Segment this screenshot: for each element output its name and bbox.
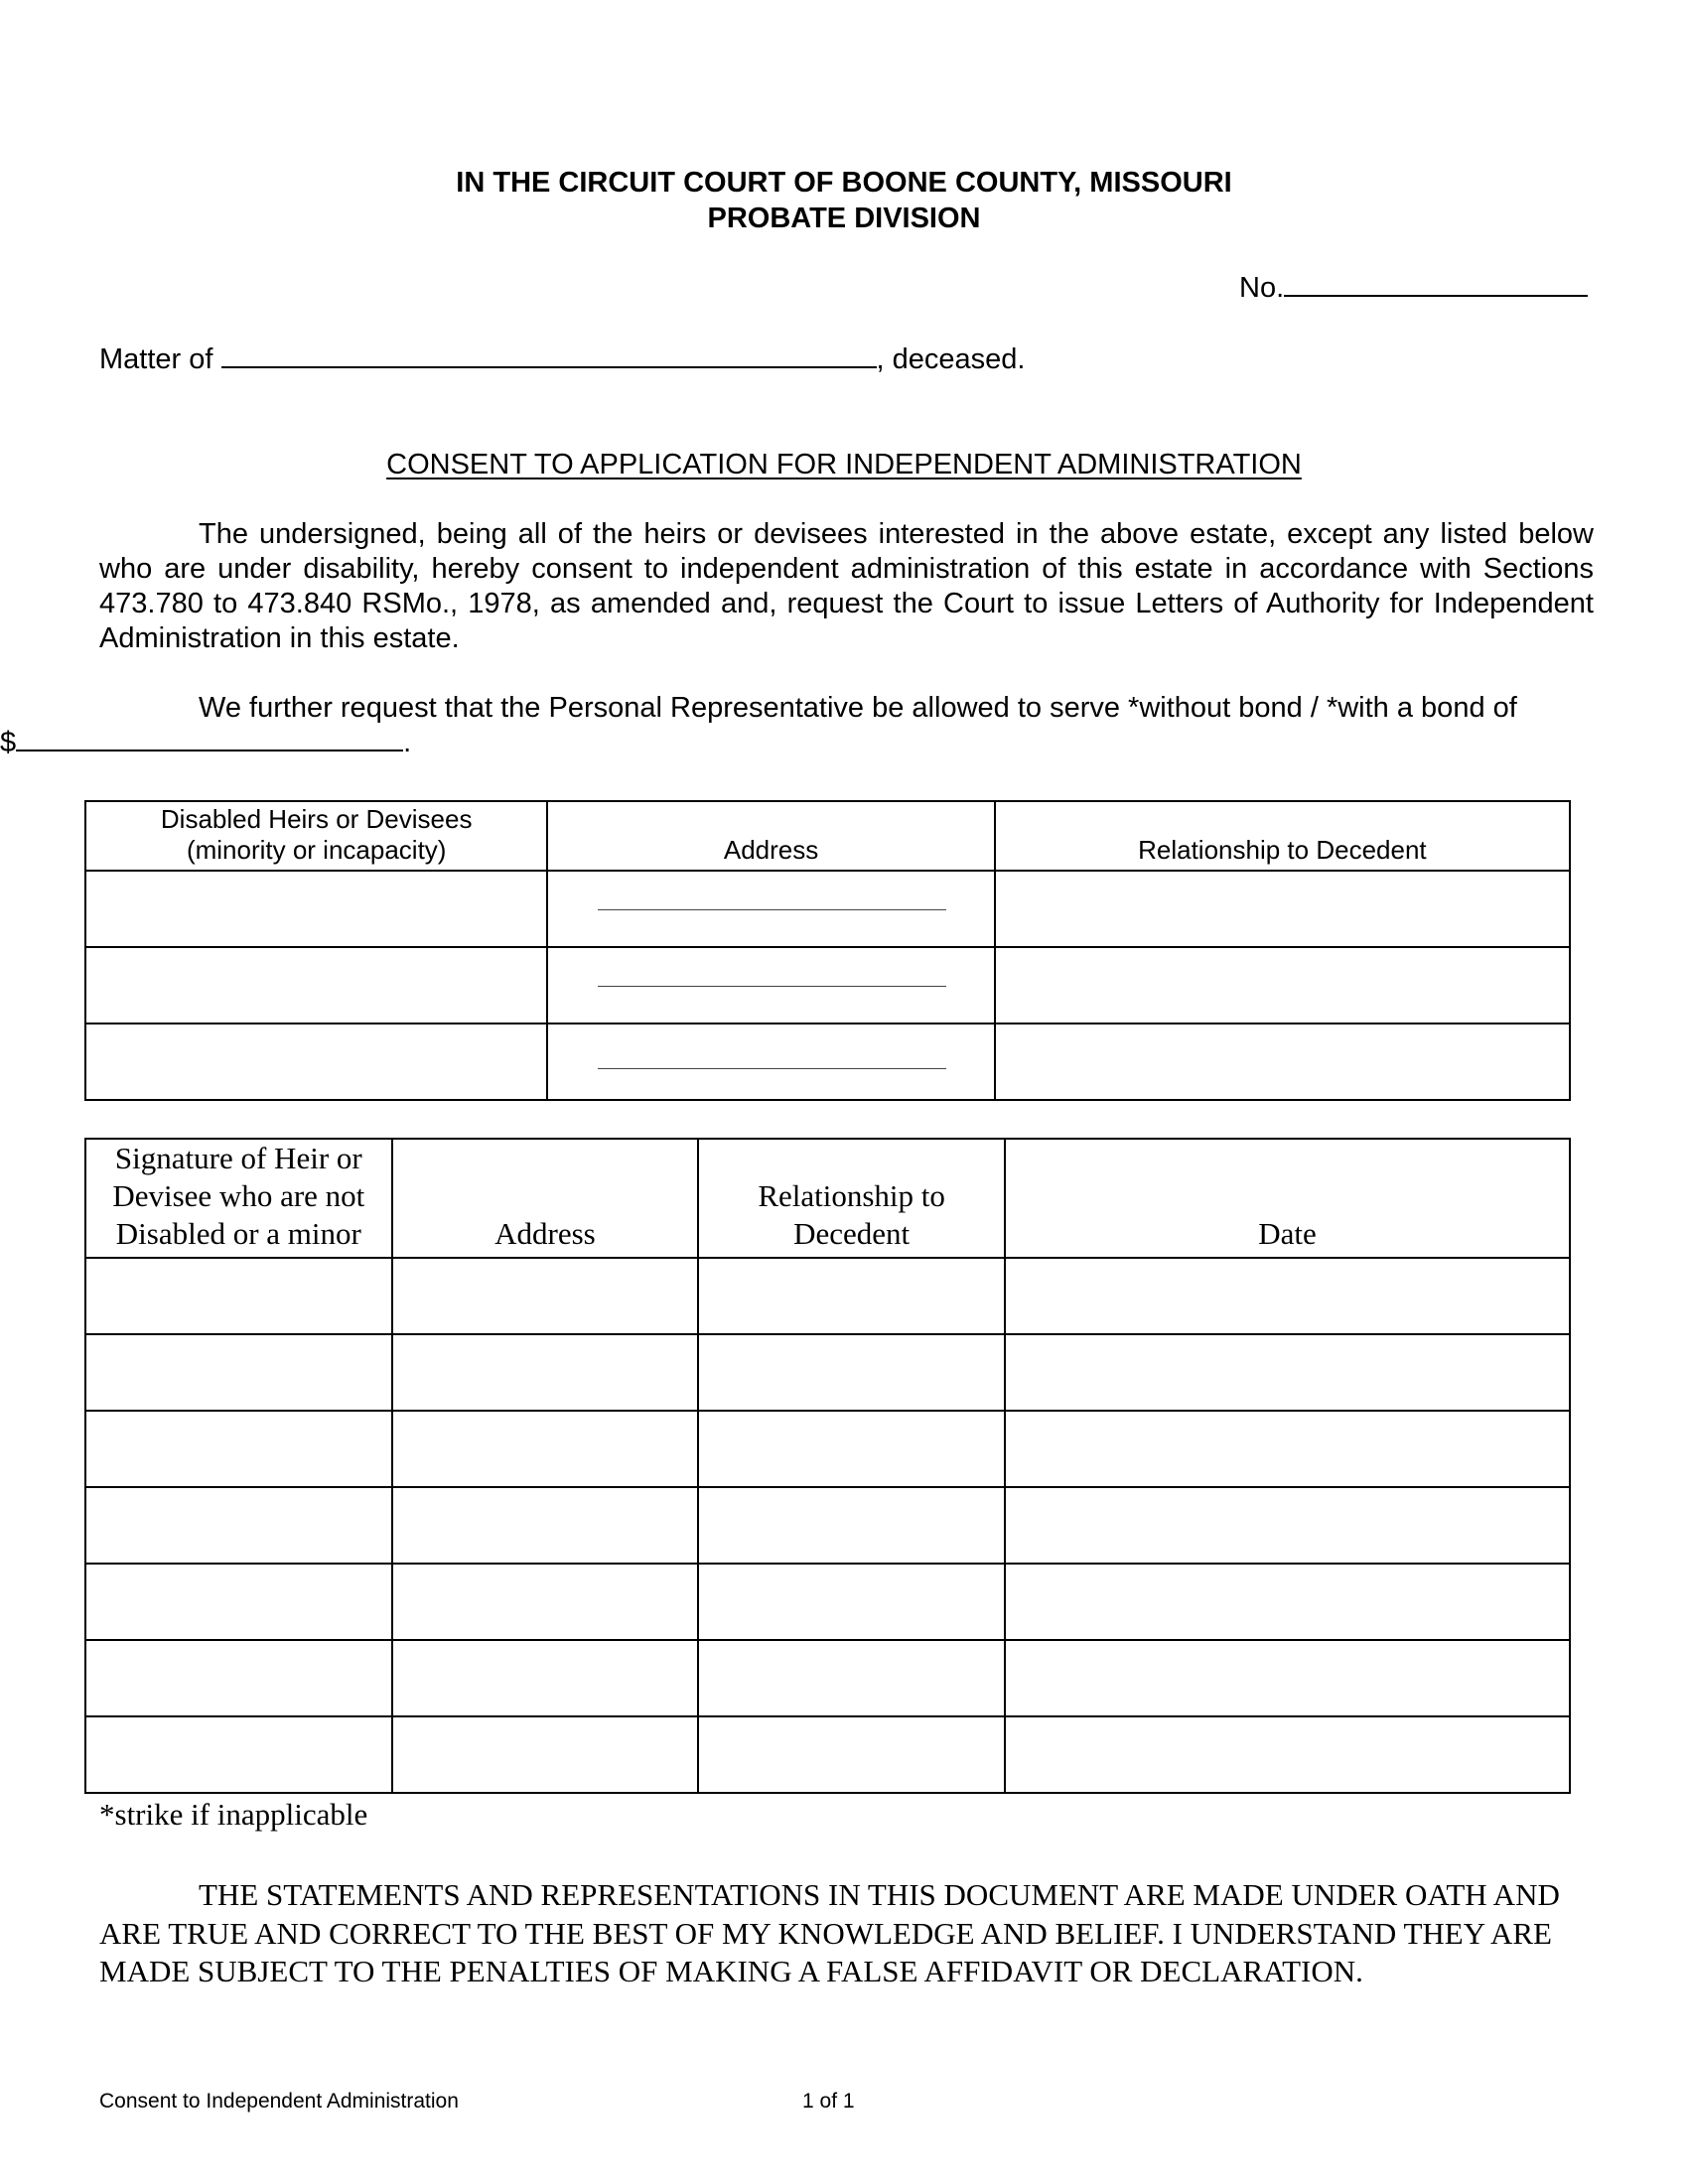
relationship-cell[interactable]: [698, 1564, 1005, 1640]
address-underline: [598, 986, 945, 987]
form-title: CONSENT TO APPLICATION FOR INDEPENDENT ADMINISTRATION: [386, 449, 1302, 480]
address-cell[interactable]: [392, 1334, 699, 1411]
relationship-header: Relationship to Decedent: [698, 1139, 1005, 1258]
date-cell[interactable]: [1005, 1640, 1570, 1716]
address-underline: [598, 1068, 945, 1069]
heir-name-cell[interactable]: [85, 947, 547, 1024]
address-cell[interactable]: [547, 871, 994, 947]
address-cell[interactable]: [547, 947, 994, 1024]
address-cell[interactable]: [392, 1411, 699, 1487]
table-row: [85, 1716, 1570, 1793]
relationship-header: Relationship to Decedent: [995, 801, 1570, 871]
relationship-cell[interactable]: [698, 1487, 1005, 1564]
strike-note: *strike if inapplicable: [99, 1797, 368, 1832]
signature-cell[interactable]: [85, 1640, 392, 1716]
address-cell[interactable]: [392, 1564, 699, 1640]
table-row: [85, 1024, 1570, 1100]
address-header: Address: [392, 1139, 699, 1258]
footer-form-name: Consent to Independent Administration: [99, 2090, 459, 2113]
signature-header: Signature of Heir or Devisee who are not Disabled or a minor: [85, 1139, 392, 1258]
signature-table: [84, 1138, 1571, 1794]
bond-amount-line: [0, 726, 411, 760]
date-cell[interactable]: [1005, 1487, 1570, 1564]
address-cell[interactable]: [392, 1487, 699, 1564]
table-header-row: [85, 801, 1570, 871]
signature-cell[interactable]: [85, 1487, 392, 1564]
relationship-cell[interactable]: [995, 1024, 1570, 1100]
heir-name-cell[interactable]: [85, 1024, 547, 1100]
case-number-label: No.: [1239, 272, 1285, 304]
table-row: [85, 1334, 1570, 1411]
date-cell[interactable]: [1005, 1716, 1570, 1793]
court-title: IN THE CIRCUIT COURT OF BOONE COUNTY, MISSOURI: [456, 167, 1232, 199]
table-row: [85, 871, 1570, 947]
bond-amount-blank[interactable]: [16, 750, 403, 751]
address-underline: [598, 909, 945, 910]
table-row: [85, 947, 1570, 1024]
bond-request-text: We further request that the Personal Representative be allowed to serve *without bond / *with a bond of: [199, 692, 1517, 724]
footer-page-number: 1 of 1: [802, 2090, 855, 2113]
address-header: Address: [547, 801, 994, 871]
date-cell[interactable]: [1005, 1258, 1570, 1334]
bond-paragraph: [0, 691, 1594, 760]
relationship-cell[interactable]: [698, 1258, 1005, 1334]
table-row: [85, 1258, 1570, 1334]
table-row: [85, 1411, 1570, 1487]
disabled-heirs-header: Disabled Heirs or Devisees (minority or incapacity): [85, 801, 547, 871]
date-cell[interactable]: [1005, 1411, 1570, 1487]
disabled-heirs-table: [84, 800, 1571, 1101]
table-row: [85, 1487, 1570, 1564]
address-cell[interactable]: [392, 1258, 699, 1334]
relationship-cell[interactable]: [698, 1640, 1005, 1716]
date-cell[interactable]: [1005, 1334, 1570, 1411]
signature-cell[interactable]: [85, 1411, 392, 1487]
heir-name-cell[interactable]: [85, 871, 547, 947]
relationship-cell[interactable]: [698, 1334, 1005, 1411]
table-row: [85, 1564, 1570, 1640]
relationship-cell[interactable]: [995, 871, 1570, 947]
address-cell[interactable]: [547, 1024, 994, 1100]
bond-period: .: [403, 727, 412, 758]
division-title: PROBATE DIVISION: [707, 203, 981, 234]
signature-cell[interactable]: [85, 1564, 392, 1640]
signature-cell[interactable]: [85, 1258, 392, 1334]
signature-cell[interactable]: [85, 1716, 392, 1793]
signature-cell[interactable]: [85, 1334, 392, 1411]
relationship-cell[interactable]: [698, 1716, 1005, 1793]
consent-paragraph: The undersigned, being all of the heirs or devisees interested in the above estate, except any listed below who are under disability, hereby consent to independent administration of this estate in accordance with Sections 473.780 to 473.840 RSMo., 1978, as amended and, request the Court to issue Letters of Authority for Independent Administration in this estate.: [99, 518, 1594, 654]
decedent-name-blank[interactable]: [221, 366, 877, 368]
date-header: Date: [1005, 1139, 1570, 1258]
address-cell[interactable]: [392, 1640, 699, 1716]
address-cell[interactable]: [392, 1716, 699, 1793]
oath-statement: THE STATEMENTS AND REPRESENTATIONS IN THIS DOCUMENT ARE MADE UNDER OATH AND ARE TRUE AND CORRECT TO THE BEST OF MY KNOWLEDGE AND BELIEF. I UNDERSTAND THEY ARE MADE SUBJECT TO THE PENALTIES OF MAKING A FALSE AFFIDAVIT OR DECLARATION.: [99, 1877, 1560, 1988]
case-number-blank[interactable]: [1284, 295, 1588, 297]
relationship-cell[interactable]: [698, 1411, 1005, 1487]
matter-of-line: [99, 341, 1025, 377]
matter-of-label: Matter of: [99, 343, 213, 375]
table-row: [85, 1640, 1570, 1716]
case-number-field[interactable]: [1239, 270, 1588, 306]
deceased-label: , deceased.: [876, 343, 1026, 375]
relationship-cell[interactable]: [995, 947, 1570, 1024]
dollar-sign: $: [0, 727, 17, 758]
court-header: [0, 165, 1688, 236]
table-header-row: [85, 1139, 1570, 1258]
date-cell[interactable]: [1005, 1564, 1570, 1640]
